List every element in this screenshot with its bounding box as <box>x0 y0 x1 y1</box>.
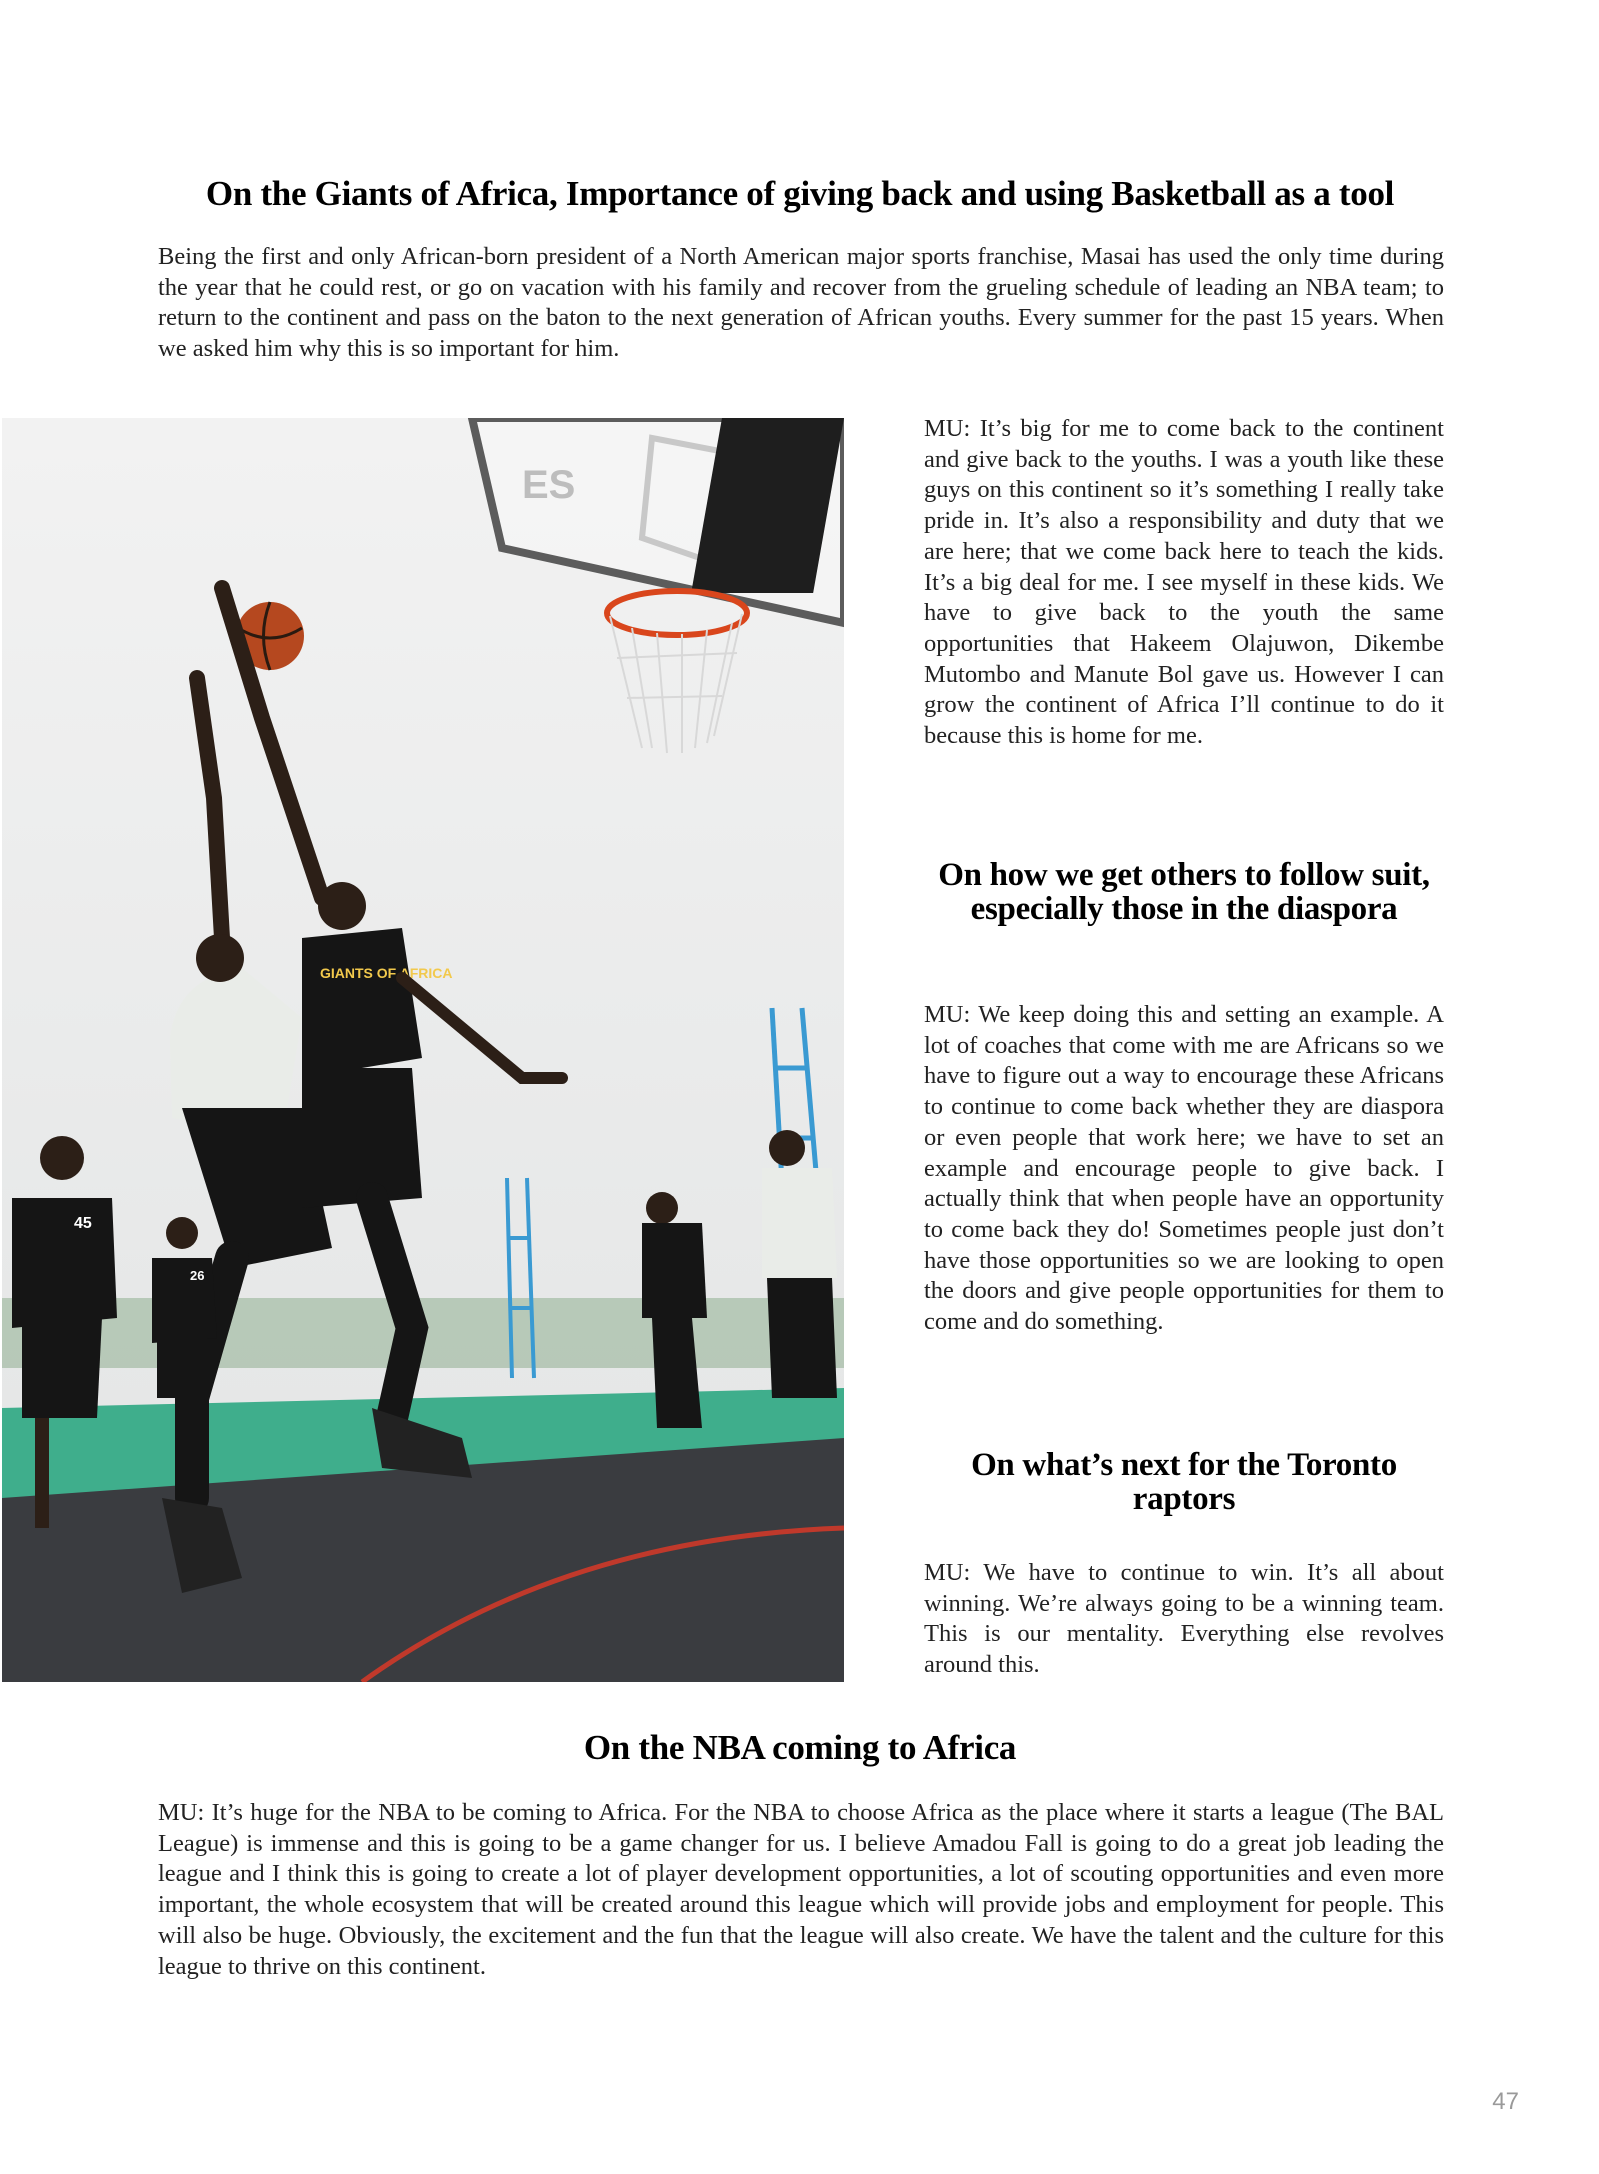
intro-paragraph: Being the first and only African-born president of a North American major sports franchise, Masai has used the only time during the year that he could rest, or go on vacation with his family and recover from the grueling schedule of leading an NBA team; to return to the continent and pass on the baton to the next generation of African youths. Every summer for the past 15 years. When we asked him why this is so important for him. <box>158 243 1444 363</box>
jersey-text: GIANTS OF AFRICA <box>320 965 453 981</box>
section-heading-toronto-raptors: On what’s next for the Toronto raptors <box>971 1447 1397 1517</box>
section-heading-nba-coming-to-africa: On the NBA coming to Africa <box>583 1728 1017 1767</box>
backboard-logo: ES <box>522 463 576 507</box>
page-number: 47 <box>1492 2088 1519 2115</box>
basketball-photo <box>2 418 844 1682</box>
jersey-number-45: 45 <box>74 1215 92 1232</box>
section-heading-others-follow-suit: On how we get others to follow suit, especially those in the diaspora <box>938 857 1430 927</box>
answer-giving-back: MU: It’s big for me to come back to the continent and give back to the youths. I was a youth like these guys on this continent so it’s something I really take pride in. It’s also a responsibility and duty that we are here; that we come back here to teach the kids. It’s a big deal for me. I see myself in these kids. We have to give back to the youth the same opportunities that Hakeem Olajuwon, Dikembe Mutombo and Manute Bol gave us. However I can grow the continent of Africa I’ll continue to do it because this is home for me. <box>924 415 1444 750</box>
section-heading-giants-of-africa: On the Giants of Africa, Importance of giving back and using Basketball as a tool <box>205 174 1395 213</box>
answer-toronto-raptors: MU: We have to continue to win. It’s all about winning. We’re always going to be a winning team. This is our mentality. Everything else revolves around this. <box>924 1559 1444 1679</box>
jersey-number-26: 26 <box>190 1268 205 1283</box>
answer-nba-coming-to-africa: MU: It’s huge for the NBA to be coming to Africa. For the NBA to choose Africa as the place where it starts a league (The BAL League) is immense and this is going to be a game changer for us. I believe Amadou Fall is going to do a great job leading the league and I think this is going to create a lot of player development opportunities, a lot of scouting opportunities and even more important, the whole ecosystem that will be created around this league which will provide jobs and employment for people. This will also be huge. Obviously, the excitement and the fun that the league will also create. We have the talent and the culture for this league to thrive on this continent. <box>158 1799 1444 1980</box>
answer-others-follow-suit: MU: We keep doing this and setting an example. A lot of coaches that come with me are Africans so we have to figure out a way to encourage these Africans to continue to come back whether they are diaspora or even people that work here; we have to set an example and encourage people to give back. I actually think that when people have an opportunity to come back they do! Sometimes people just don’t have those opportunities so we are looking to open the doors and give people opportunities for them to come and do something. <box>924 1001 1444 1336</box>
